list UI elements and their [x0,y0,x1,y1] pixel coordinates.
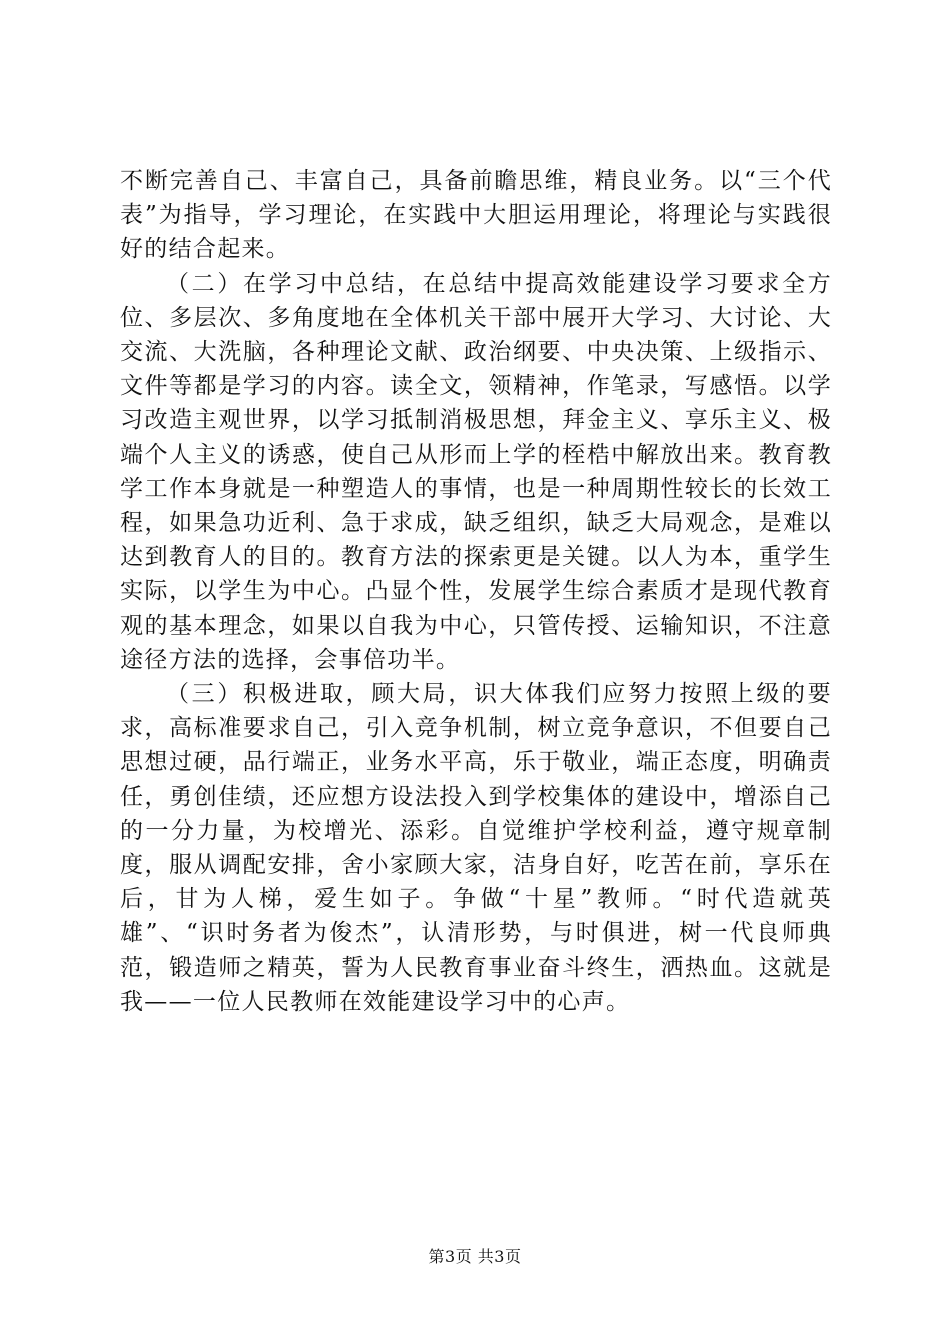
document-body [120,164,832,1019]
page-footer [0,1244,950,1267]
paragraph-continuation: 不断完善自己、丰富自己，具备前瞻思维，精良业务。以“三个代表”为指导，学习理论，在实践中大胆运用理论，将理论与实践很好的结合起来。 [120,168,832,263]
page-number-label: 第3页 共3页 [428,1247,522,1266]
paragraph-section-three: （三）积极进取，顾大局，识大体我们应努力按照上级的要求，高标准要求自己，引入竞争机制，树立竞争意识，不但要自己思想过硬，品行端正，业务水平高，乐于敬业，端正态度，明确责任，勇创佳绩，还应想方设法投入到学校集体的建设中，增添自己的一分力量，为校增光、添彩。自觉维护学校利益，遵守规章制度，服从调配安排，舍小家顾大家，洁身自好，吃苦在前，享乐在后，甘为人梯，爱生如子。争做“十星”教师。“时代造就英雄”、“识时务者为俊杰”，认清形势，与时俱进，树一代良师典范，锻造师之精英，誓为人民教育事业奋斗终生，洒热血。这就是我——一位人民教师在效能建设学习中的心声。 [120,681,832,1015]
paragraph-section-two: （二）在学习中总结，在总结中提高效能建设学习要求全方位、多层次、多角度地在全体机关干部中展开大学习、大讨论、大交流、大洗脑，各种理论文献、政治纲要、中央决策、上级指示、文件等都是学习的内容。读全文，领精神，作笔录，写感悟。以学习改造主观世界，以学习抵制消极思想，拜金主义、享乐主义、极端个人主义的诱惑，使自己从形而上学的桎梏中解放出来。教育教学工作本身就是一种塑造人的事情，也是一种周期性较长的长效工程，如果急功近利、急于求成，缺乏组织，缺乏大局观念，是难以达到教育人的目的。教育方法的探索更是关键。以人为本，重学生实际，以学生为中心。凸显个性，发展学生综合素质才是现代教育观的基本理念，如果以自我为中心，只管传授、运输知识，不注意途径方法的选择，会事倍功半。 [120,270,832,673]
